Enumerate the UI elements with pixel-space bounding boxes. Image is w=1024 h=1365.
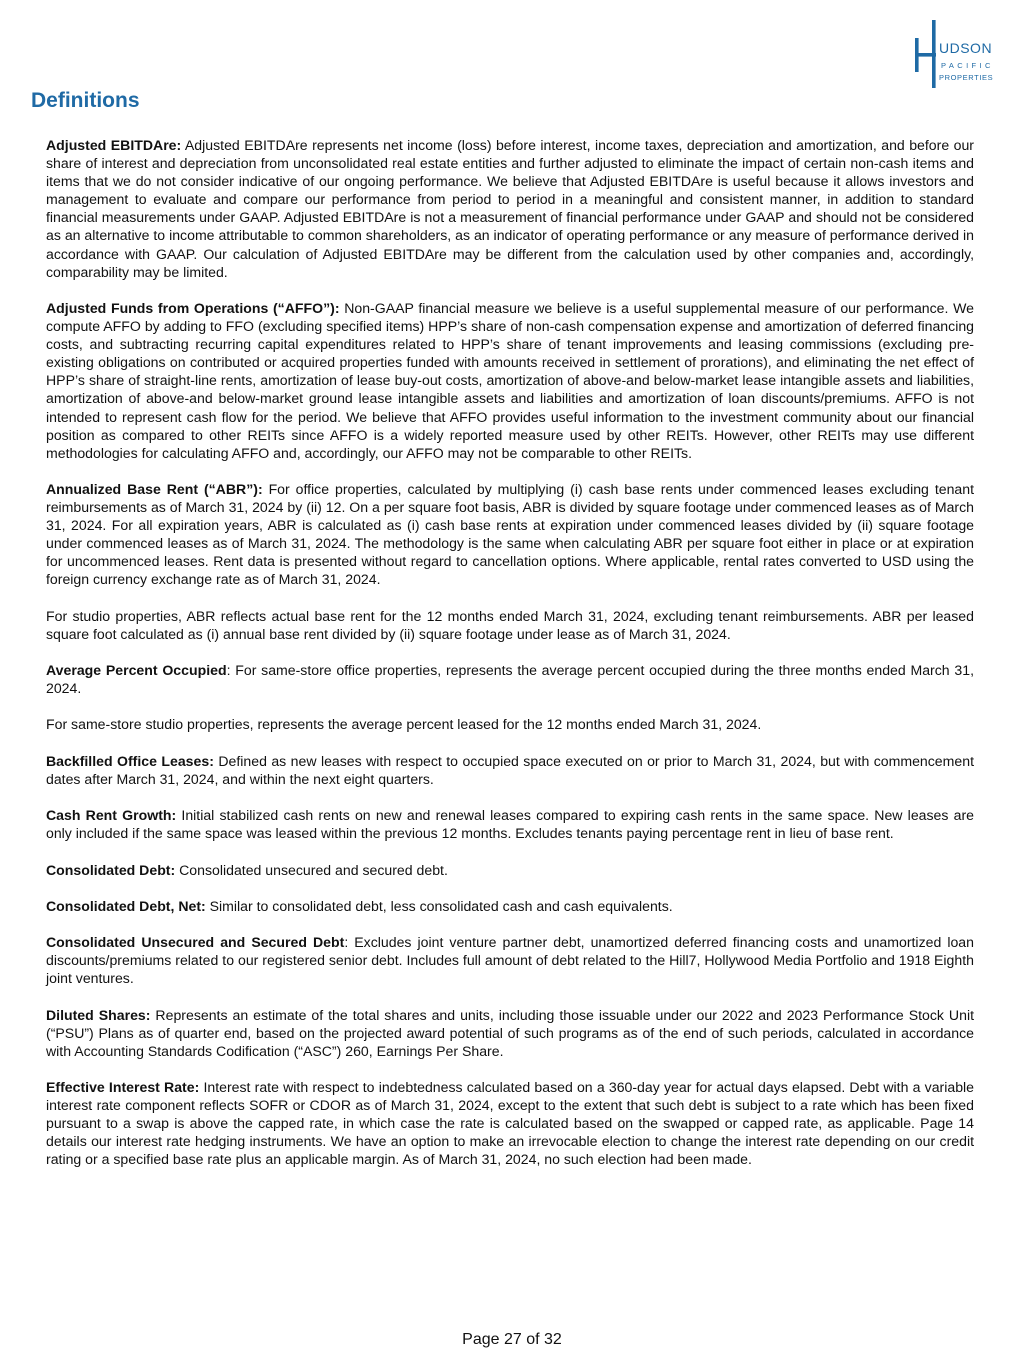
definition-term: Consolidated Unsecured and Secured Debt [46,934,345,951]
logo-word-pacific: PACIFIC [941,61,994,70]
company-logo [912,18,1002,90]
definition-text: Non-GAAP financial measure we believe is a useful supplemental measure of our performance. We compute AFFO by adding to FFO (excluding specified items) HPP’s share of non-cash compensation expense and amortization of deferred financing costs, and subtracting recurring capital expenditures related to HPP’s share of tenant improvements and leasing commissions (excluding pre-existing obligations on contributed or acquired properties funded with amounts received in settlement of prorations), and eliminating the net effect of HPP’s share of straight-line rents, amortization of lease buy-out costs, amortization of above-and below-market lease intangible assets and liabilities, amortization of above-and below-market ground lease intangible assets and liabilities and amortization of loan discounts/premiums. AFFO is not intended to represent cash flow for the period. We believe that AFFO provides useful information to the investment community about our financial position as compared to other REITs since AFFO is a widely reported measure used by other REITs. However, other REITs may use different methodologies for calculating AFFO and, accordingly, our AFFO may not be comparable to other REITs. [46,299,974,461]
definition-text: : Excludes joint venture partner debt, unamortized deferred financing costs and unamortized loan discounts/premiums related to our registered senior debt. Includes full amount of debt related to the Hill7, Hollywood Media Portfolio and 1918 Eighth joint ventures. [46,934,974,987]
definition-text: Consolidated unsecured and secured debt. [175,861,448,878]
definition-term: Consolidated Debt: [46,861,176,878]
definition-term: Consolidated Debt, Net: [46,897,206,914]
logo-word-properties: PROPERTIES [939,73,994,82]
definition-average-percent-occupied [46,661,974,697]
definition-text: : For same-store office properties, represents the average percent occupied during the three months ended March 31, 2024. [46,662,974,697]
definition-backfilled-office-leases [46,752,974,788]
definition-diluted-shares [46,1006,974,1060]
definition-term: Adjusted EBITDAre: [46,137,182,153]
definition-abr [46,480,974,589]
definition-text: Adjusted EBITDAre represents net income (loss) before interest, income taxes, depreciation and amortization, and before our share of interest and depreciation from unconsolidated real estate entities and further adjusted to eliminate the impact of certain non-cash items and items that we do not consider indicative of our ongoing performance. We believe that Adjusted EBITDAre is useful because it allows investors and management to evaluate and compare our performance from period to period in a meaningful and consistent manner, in addition to standard financial measurements under GAAP. Adjusted EBITDAre is not a measurement of financial performance under GAAP and should not be considered as an alternative to income attributable to common shareholders, as an indicator of operating performance or any measure of performance derived in accordance with GAAP. Our calculation of Adjusted EBITDAre may be different from the calculation used by other companies and, accordingly, comparability may be limited. [46,137,975,280]
definition-text: Defined as new leases with respect to occupied space executed on or prior to March 31, 2024, but with commencement dates after March 31, 2024, and within the next eight quarters. [46,752,974,787]
definition-text: Similar to consolidated debt, less consolidated cash and cash equivalents. [205,897,673,914]
definition-cash-rent-growth [46,806,974,842]
definition-affo [46,299,974,462]
definition-text: Initial stabilized cash rents on new and renewal leases compared to expiring cash rents in the same space. New leases are only included if the same space was leased within the previous 12 months. Excludes tenants paying percentage rent in lieu of base rent. [46,807,974,842]
definition-text: For office properties, calculated by multiplying (i) cash base rents under commenced leases excluding tenant reimbursements as of March 31, 2024 by (ii) 12. On a per square foot basis, ABR is divided by square footage under commenced leases as of March 31, 2024. For all expiration years, ABR is calculated as (i) cash base rents at expiration under commenced leases divided by (ii) square footage under commenced leases as of March 31, 2024. The methodology is the same when calculating ABR per square foot either in place or at expiration for uncommenced leases. Rent data is presented without regard to cancellation options. Where applicable, rental rates converted to USD using the foreign currency exchange rate as of March 31, 2024. [46,480,974,588]
page-number: Page 27 of 32 [462,1331,562,1348]
definition-term: Diluted Shares: [46,1006,151,1023]
definition-consolidated-debt [46,861,974,879]
definitions-list [46,136,974,1187]
definition-term: Effective Interest Rate: [46,1079,200,1095]
definition-term: Cash Rent Growth: [46,807,177,824]
definition-effective-interest-rate [46,1078,974,1168]
definition-consolidated-unsecured-secured-debt [46,933,974,987]
definition-term: Annualized Base Rent (“ABR”): [46,480,263,497]
definition-text: For same-store studio properties, represents the average percent leased for the 12 months ended March 31, 2024. [46,716,762,733]
page-title: Definitions [31,89,140,112]
definition-abr-studio [46,607,974,643]
definition-consolidated-debt-net [46,897,974,915]
definition-term: Average Percent Occupied [46,662,227,679]
definition-text: Interest rate with respect to indebtedness calculated based on a 360-day year for actual days elapsed. Debt with a variable interest rate component reflects SOFR or CDOR as of March 31, 2024, except to the extent that such debt is subject to a rate which has been fixed pursuant to a swap is above the capped rate, in which case the rate is calculated based on the swapped or capped rate, as applicable. Page 14 details our interest rate hedging instruments. We have an option to make an irrevocable election to change the interest rate depending on our credit rating or a specified base rate plus an applicable margin. As of March 31, 2024, no such election had been made. [46,1079,974,1168]
definition-term: Backfilled Office Leases: [46,752,214,769]
definition-term: Adjusted Funds from Operations (“AFFO”): [46,299,340,316]
hudson-pacific-logo-icon [912,18,1002,90]
definition-text: For studio properties, ABR reflects actual base rent for the 12 months ended March 31, 2024, excluding tenant reimbursements. ABR per leased square foot calculated as (i) annual base rent divided by (ii) square footage under lease as of March 31, 2024. [46,607,974,642]
definition-adjusted-ebitdare [46,136,974,281]
definition-average-percent-studio [46,715,974,733]
logo-word-main: UDSON [939,40,993,56]
definition-text: Represents an estimate of the total shares and units, including those issuable under our 2022 and 2023 Performance Stock Unit (“PSU”) Plans as of quarter end, based on the projected award potential of such programs as of the end of such periods, calculated in accordance with Accounting Standards Codification (“ASC”) 260, Earnings Per Share. [46,1006,974,1059]
